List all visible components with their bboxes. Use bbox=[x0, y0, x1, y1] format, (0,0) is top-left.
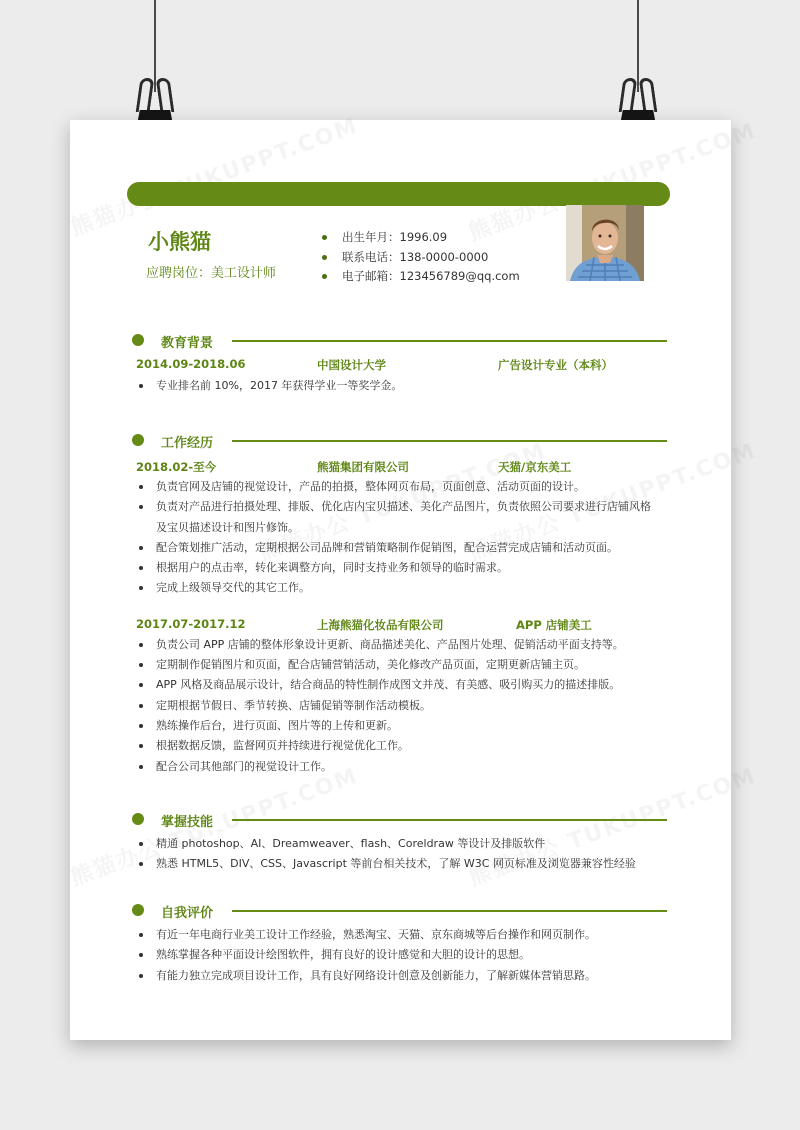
list-item: 及宝贝描述设计和图片修饰。 bbox=[156, 520, 299, 534]
education-period: 2014.09-2018.06 bbox=[136, 357, 246, 371]
list-item: 负责公司 APP 店铺的整体形象设计更新、商品描述美化、产品图片处理、促销活动平面支持等。 bbox=[136, 635, 667, 655]
section-title: 掌握技能 bbox=[161, 811, 219, 830]
birth-date: 出生年月：1996.09 bbox=[320, 228, 520, 248]
job-company: 熊猫集团有限公司 bbox=[317, 460, 409, 474]
section-header bbox=[132, 903, 667, 919]
list-item: 熟悉 HTML5、DIV、CSS、Javascript 等前台相关技术，了解 W3C 网页标准及浏览器兼容性经验 bbox=[136, 854, 667, 874]
job-role: 天猫/京东美工 bbox=[498, 460, 572, 474]
section-header bbox=[132, 433, 667, 449]
job-row bbox=[136, 459, 667, 477]
header-bar bbox=[127, 182, 670, 206]
list-item: 定期制作促销图片和页面，配合店铺营销活动，美化修改产品页面，定期更新店铺主页。 bbox=[136, 655, 667, 675]
bullet-dot-icon bbox=[132, 904, 144, 916]
list-item: 根据用户的点击率，转化来调整方向，同时支持业务和领导的临时需求。 bbox=[136, 558, 667, 578]
education-major: 广告设计专业（本科） bbox=[498, 358, 613, 372]
job-period: 2018.02-至今 bbox=[136, 460, 217, 474]
list-item: 专业排名前 10%，2017 年获得学业一等奖学金。 bbox=[136, 376, 667, 396]
job-duty-list bbox=[136, 477, 667, 599]
section-header bbox=[132, 812, 667, 828]
job-duty-list bbox=[136, 635, 667, 777]
job-row bbox=[136, 617, 667, 635]
list-item: 配合公司其他部门的视觉设计工作。 bbox=[136, 757, 667, 777]
list-item: 负责官网及店铺的视觉设计，产品的拍摄，整体网页布局，页面创意、活动页面的设计。 bbox=[136, 477, 667, 497]
education-school: 中国设计大学 bbox=[317, 358, 386, 372]
divider bbox=[232, 440, 667, 442]
job-period: 2017.07-2017.12 bbox=[136, 616, 246, 631]
section-title: 教育背景 bbox=[161, 332, 219, 351]
section-self-evaluation bbox=[132, 903, 667, 986]
avatar bbox=[566, 205, 644, 281]
section-title: 自我评价 bbox=[161, 902, 219, 921]
education-row bbox=[136, 357, 667, 375]
section-title: 工作经历 bbox=[161, 432, 219, 451]
list-item: 配合策划推广活动，定期根据公司品牌和营销策略制作促销图，配合运营完成店铺和活动页面。 bbox=[136, 538, 667, 558]
list-item: 熟练掌握各种平面设计绘图软件，拥有良好的设计感觉和大胆的设计的思想。 bbox=[136, 945, 667, 965]
list-item: 精通 photoshop、AI、Dreamweaver、flash、Coreldraw 等设计及排版软件 bbox=[136, 834, 667, 854]
email-address: 电子邮箱：123456789@qq.com bbox=[320, 267, 520, 287]
list-item: 定期根据节假日、季节转换、店铺促销等制作活动模板。 bbox=[136, 696, 667, 716]
bullet-dot-icon bbox=[132, 434, 144, 446]
list-item: 完成上级领导交代的其它工作。 bbox=[136, 578, 667, 598]
divider bbox=[232, 340, 667, 342]
watermark bbox=[66, 109, 362, 242]
job-title: 应聘岗位：美工设计师 bbox=[146, 266, 277, 281]
job-company: 上海熊猫化妆品有限公司 bbox=[317, 617, 444, 632]
divider bbox=[232, 819, 667, 821]
education-list bbox=[136, 376, 667, 396]
phone-number: 联系电话：138-0000-0000 bbox=[320, 248, 520, 268]
list-item: 根据数据反馈，监督网页并持续进行视觉优化工作。 bbox=[136, 736, 667, 756]
list-item: 负责对产品进行拍摄处理、排版、优化店内宝贝描述、美化产品图片，负责依照公司要求进行店铺风格 bbox=[136, 497, 667, 517]
section-work bbox=[132, 433, 667, 777]
job-role: APP 店铺美工 bbox=[516, 617, 592, 632]
list-item: 有近一年电商行业美工设计工作经验，熟悉淘宝、天猫、京东商城等后台操作和网页制作。 bbox=[136, 925, 667, 945]
section-education bbox=[132, 333, 667, 396]
self-eval-list bbox=[136, 925, 667, 986]
bullet-dot-icon bbox=[132, 813, 144, 825]
section-header bbox=[132, 333, 667, 349]
bullet-dot-icon bbox=[132, 334, 144, 346]
list-item: 熟练操作后台，进行页面、图片等的上传和更新。 bbox=[136, 716, 667, 736]
list-item: APP 风格及商品展示设计，结合商品的特性制作成图文并茂、有美感、吸引购买力的描述排版。 bbox=[136, 675, 667, 695]
candidate-name: 小熊猫 bbox=[148, 230, 211, 254]
section-skills bbox=[132, 812, 667, 875]
resume-page bbox=[70, 120, 731, 1040]
divider bbox=[232, 910, 667, 912]
list-item: 有能力独立完成项目设计工作，具有良好网络设计创意及创新能力，了解新媒体营销思路。 bbox=[136, 966, 667, 986]
contact-list bbox=[320, 228, 520, 287]
skills-list bbox=[136, 834, 667, 875]
